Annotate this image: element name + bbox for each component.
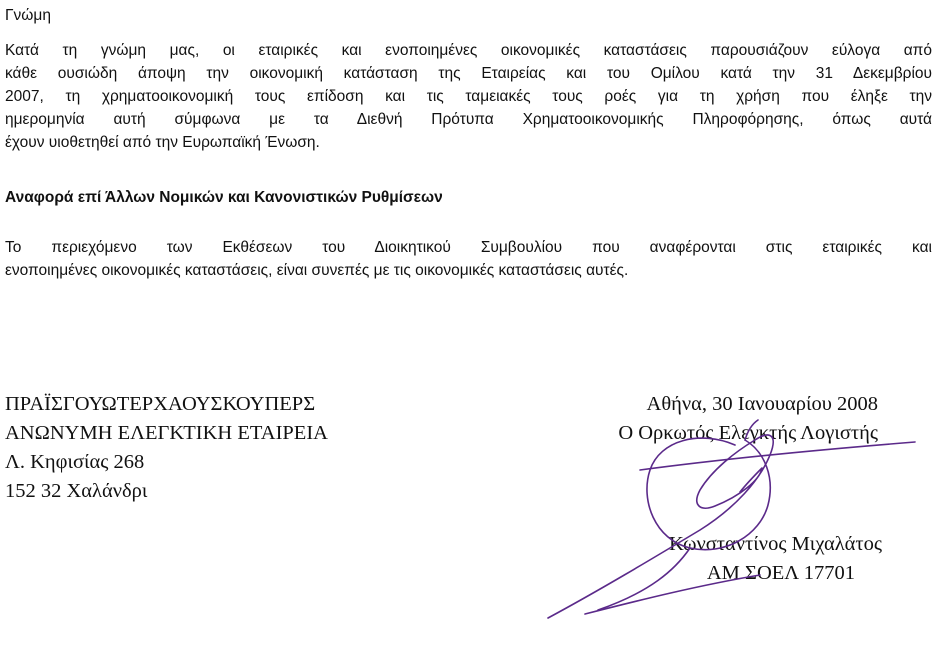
firm-name: ΠΡΑΪΣΓΟΥΩΤΕΡΧΑΟΥΣΚΟΥΠΕΡΣ (5, 393, 316, 415)
other-matters-line: ενοποιημένες οικονομικές καταστάσεις, είναι συνεπές με τις οικονομικές καταστάσεις αυτές. (5, 262, 629, 279)
firm-city: 152 32 Χαλάνδρι (5, 480, 148, 502)
opinion-line: 2007, τη χρηματοοικονομική τους επίδοση και τις ταμειακές τους ροές για τη χρήση που έληξε την (5, 88, 932, 105)
opinion-line: Κατά τη γνώμη μας, οι εταιρικές και ενοποιημένες οικονομικές καταστάσεις παρουσιάζουν εύλογα από (5, 42, 932, 59)
place-date: Αθήνα, 30 Ιανουαρίου 2008 (646, 393, 878, 415)
opinion-line: ημερομηνία αυτή σύμφωνα με τα Διεθνή Πρότυπα Χρηματοοικονομικής Πληροφόρησης, όπως αυτά (5, 111, 932, 128)
opinion-heading: Γνώμη (5, 7, 51, 24)
firm-type: ΑΝΩΝΥΜΗ ΕΛΕΓΚΤΙΚΗ ΕΤΑΙΡΕΙΑ (5, 422, 328, 444)
opinion-line: έχουν υιοθετηθεί από την Ευρωπαϊκή Ένωση. (5, 134, 320, 151)
auditor-title: Ο Ορκωτός Ελεγκτής Λογιστής (618, 422, 878, 444)
opinion-paragraph (5, 39, 932, 154)
auditor-registration: ΑΜ ΣΟΕΛ 17701 (706, 562, 855, 584)
other-matters-paragraph (5, 236, 932, 282)
other-matters-line: Το περιεχόμενο των Εκθέσεων του Διοικητικού Συμβουλίου που αναφέρονται στις εταιρικές και (5, 239, 932, 256)
firm-street: Λ. Κηφισίας 268 (5, 451, 145, 473)
firm-address-block (5, 390, 328, 506)
auditor-name: Κωνσταντίνος Μιχαλάτος (668, 533, 882, 555)
other-matters-heading: Αναφορά επί Άλλων Νομικών και Κανονιστικών Ρυθμίσεων (5, 189, 443, 206)
opinion-line: κάθε ουσιώδη άποψη την οικονομική κατάσταση της Εταιρείας και του Ομίλου κατά την 31 Δεκεμβρίου (5, 65, 932, 82)
